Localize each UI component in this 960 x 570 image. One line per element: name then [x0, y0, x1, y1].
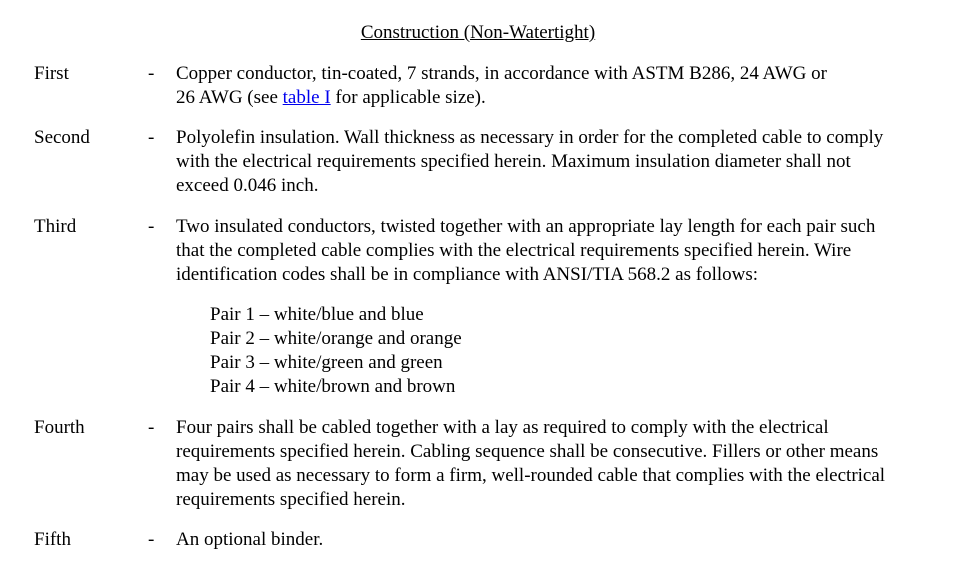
step-ordinal: Fifth [34, 529, 71, 550]
step-ordinal: First [34, 63, 69, 84]
description-line: Copper conductor, tin-coated, 7 strands, in accordance with ASTM B286, 24 AWG or [176, 63, 827, 84]
description-line: identification codes shall be in compliance with ANSI/TIA 568.2 as follows: [176, 264, 759, 285]
description-line: exceed 0.046 inch. [176, 175, 319, 196]
step-separator: - [148, 417, 155, 438]
description-line [176, 86, 960, 110]
step-ordinal: Fourth [34, 417, 85, 438]
step-ordinal: Second [34, 127, 90, 148]
wire-pair-item: Pair 3 – white/green and green [210, 352, 443, 373]
step-description [176, 416, 960, 512]
description-line: An optional binder. [176, 529, 324, 550]
step-description [176, 528, 960, 552]
step-description [176, 126, 960, 198]
wire-pair-item: Pair 1 – white/blue and blue [210, 304, 424, 325]
section-title: Construction (Non-Watertight) [360, 22, 596, 43]
wire-pair-item: Pair 2 – white/orange and orange [210, 328, 462, 349]
wire-pair-item: Pair 4 – white/brown and brown [210, 376, 456, 397]
line-text-before-link: 26 AWG (see [176, 87, 283, 108]
wire-pair-list [210, 303, 462, 399]
description-line: requirements specified herein. Cabling sequence shall be consecutive. Fillers or other means [176, 441, 879, 462]
step-separator: - [148, 63, 155, 84]
step-description [176, 62, 960, 110]
line-text-after-link: for applicable size). [330, 87, 486, 108]
step-ordinal: Third [34, 216, 77, 237]
description-line: that the completed cable complies with the electrical requirements specified herein. Wire [176, 240, 852, 261]
step-separator: - [148, 127, 155, 148]
step-description [176, 215, 960, 287]
description-line: Polyolefin insulation. Wall thickness as necessary in order for the completed cable to comply [176, 127, 884, 148]
step-separator: - [148, 216, 155, 237]
description-line: Two insulated conductors, twisted together with an appropriate lay length for each pair such [176, 216, 876, 237]
description-line: Four pairs shall be cabled together with a lay as required to comply with the electrical [176, 417, 829, 438]
table-i-link[interactable]: table I [282, 87, 331, 108]
description-line: requirements specified herein. [176, 489, 406, 510]
description-line: may be used as necessary to form a firm, well-rounded cable that complies with the electrical [176, 465, 886, 486]
step-separator: - [148, 529, 155, 550]
description-line: with the electrical requirements specified herein. Maximum insulation diameter shall not [176, 151, 851, 172]
